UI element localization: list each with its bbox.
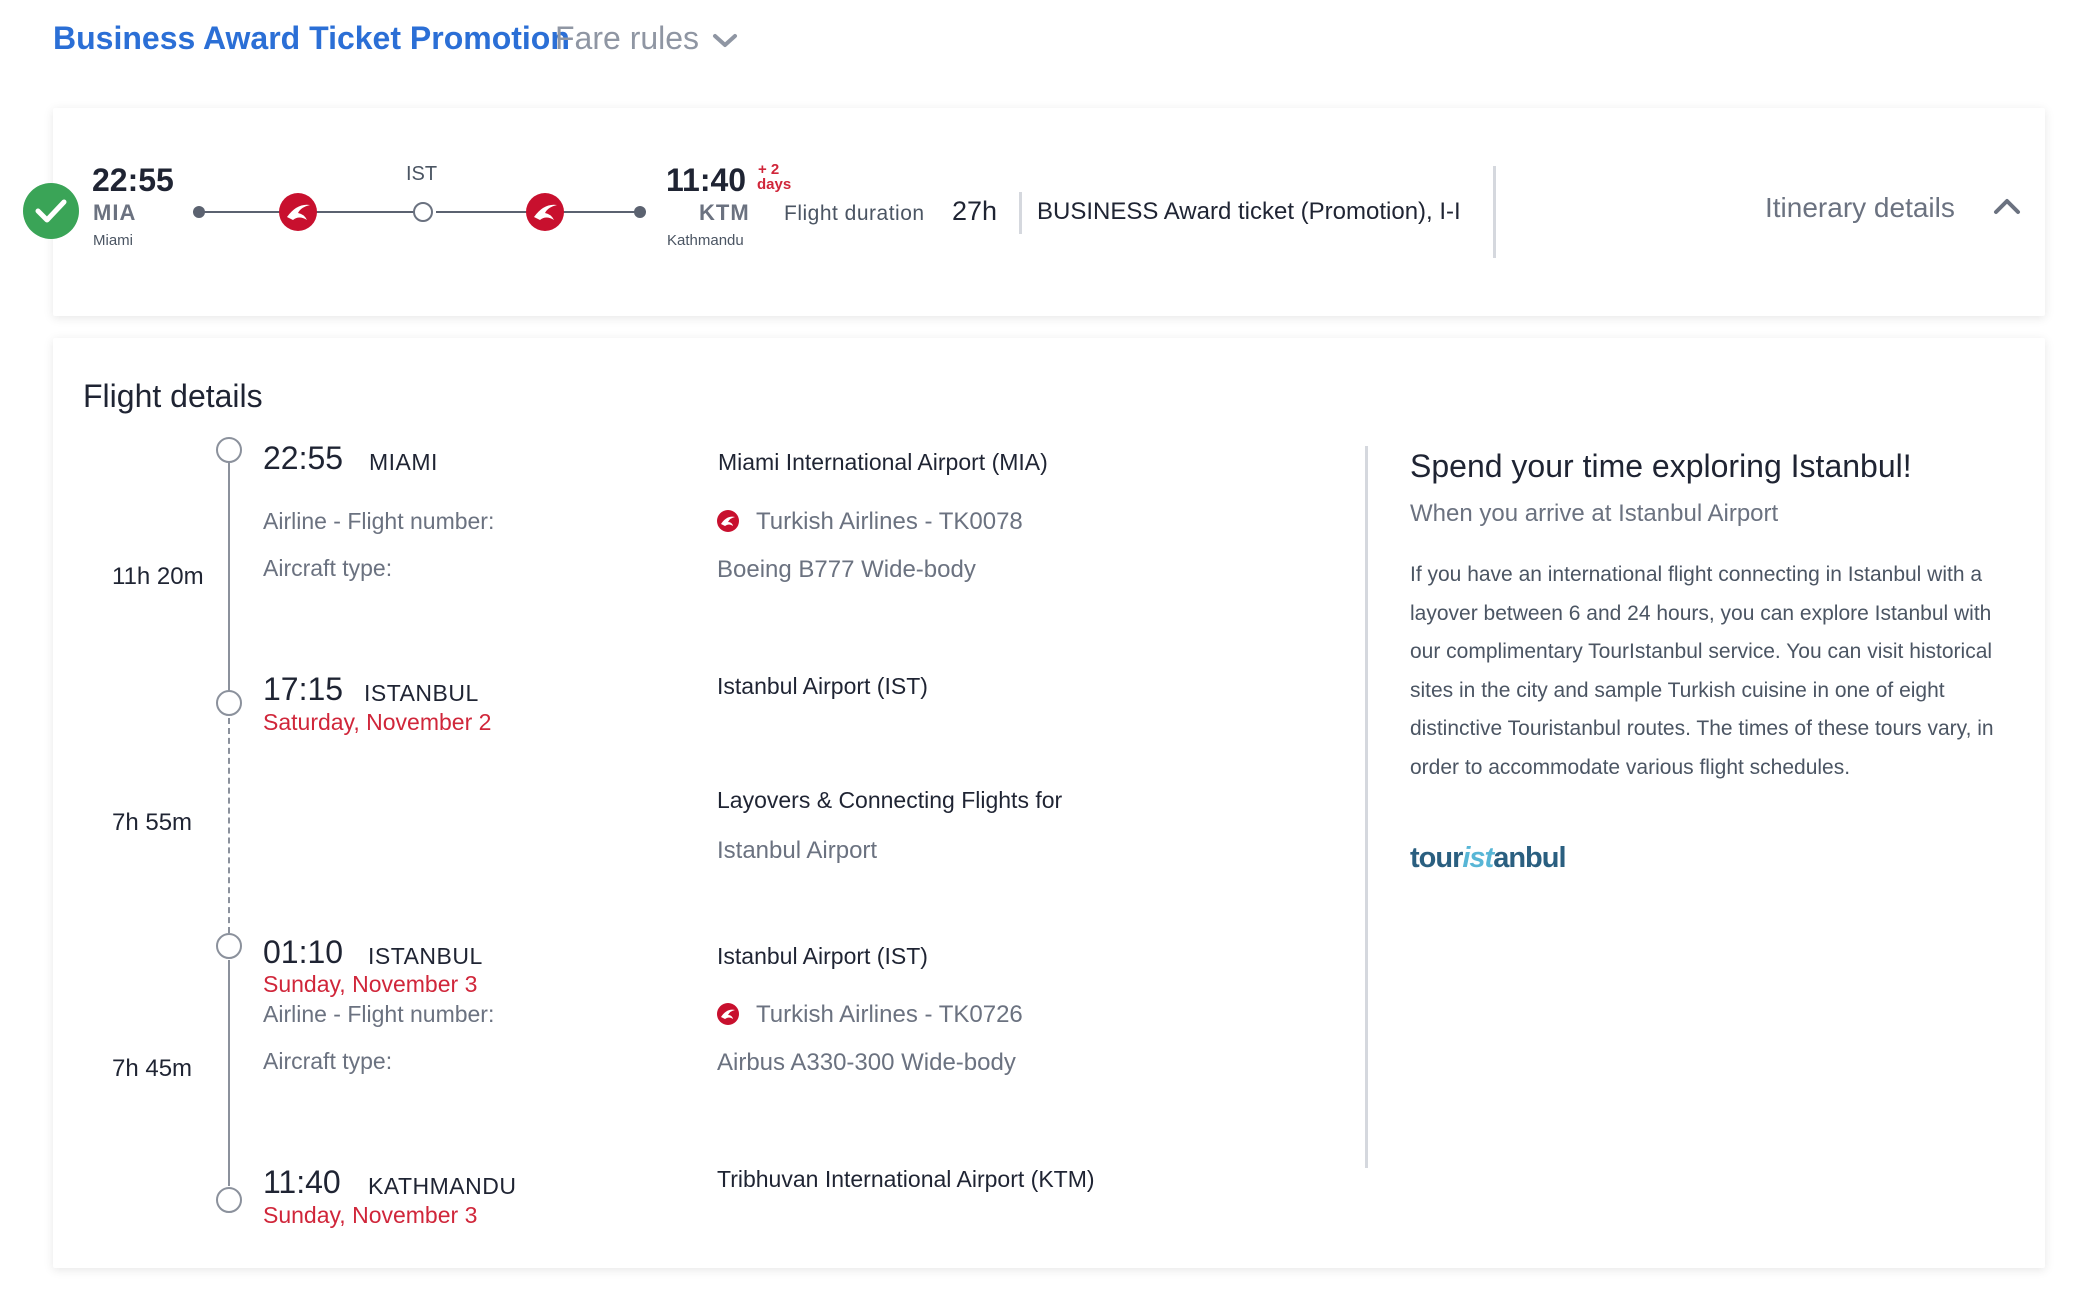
layover-duration: 7h 55m bbox=[112, 809, 193, 836]
flight-duration-value: 27h bbox=[952, 196, 998, 226]
segment-airport: Istanbul Airport (IST) bbox=[717, 943, 928, 969]
flight-number: Turkish Airlines - TK0078 bbox=[756, 508, 1023, 535]
timeline-line bbox=[228, 960, 230, 1186]
airline-flight-label: Airline - Flight number: bbox=[263, 1001, 495, 1027]
itinerary-details-toggle[interactable]: Itinerary details bbox=[1765, 192, 1955, 223]
segment-city: ISTANBUL bbox=[368, 943, 483, 969]
segment-city: MIAMI bbox=[369, 449, 438, 475]
segment-time: 22:55 bbox=[263, 440, 344, 476]
timeline-stop-circle bbox=[216, 1187, 242, 1213]
fare-rules-toggle[interactable]: Fare rules bbox=[555, 20, 700, 56]
segment-time: 17:15 bbox=[263, 671, 344, 707]
segment-airport: Miami International Airport (MIA) bbox=[718, 449, 1048, 475]
logo-part: ist bbox=[1462, 842, 1494, 874]
stop-circle bbox=[413, 202, 433, 222]
segment-duration: 11h 20m bbox=[112, 563, 204, 590]
aircraft-type: Boeing B777 Wide-body bbox=[717, 556, 976, 583]
check-icon bbox=[23, 183, 79, 239]
divider bbox=[1493, 166, 1496, 258]
timeline-stop-circle bbox=[216, 437, 242, 463]
segment-city: KATHMANDU bbox=[368, 1173, 517, 1199]
promo-subheading: When you arrive at Istanbul Airport bbox=[1410, 500, 1779, 527]
segment-duration: 7h 45m bbox=[112, 1055, 193, 1082]
departure-city: Miami bbox=[93, 232, 133, 249]
departure-code: MIA bbox=[93, 200, 137, 225]
aircraft-type-label: Aircraft type: bbox=[263, 555, 393, 581]
segment-date: Sunday, November 3 bbox=[263, 971, 478, 997]
flight-number: Turkish Airlines - TK0726 bbox=[756, 1001, 1023, 1028]
turkish-airlines-logo-icon bbox=[717, 510, 739, 532]
segment-date: Sunday, November 3 bbox=[263, 1202, 478, 1228]
plus-days-badge: + 2 bbox=[758, 161, 780, 178]
layover-airport-link[interactable]: Istanbul Airport bbox=[717, 837, 878, 864]
arrival-code: KTM bbox=[699, 200, 750, 225]
segment-date: Saturday, November 2 bbox=[263, 709, 492, 735]
fare-class: BUSINESS Award ticket (Promotion), I-I bbox=[1037, 198, 1461, 225]
promo-title: Business Award Ticket Promotion bbox=[53, 20, 570, 56]
timeline-stop-circle bbox=[216, 933, 242, 959]
promo-heading: Spend your time exploring Istanbul! bbox=[1410, 448, 1912, 484]
arrival-time: 11:40 bbox=[666, 162, 747, 198]
segment-airport: Tribhuvan International Airport (KTM) bbox=[717, 1166, 1095, 1192]
aircraft-type-label: Aircraft type: bbox=[263, 1048, 393, 1074]
timeline-layover-line bbox=[228, 718, 230, 943]
layover-title: Layovers & Connecting Flights for bbox=[717, 787, 1063, 813]
touristanbul-logo bbox=[1410, 842, 1566, 875]
chevron-down-icon[interactable] bbox=[712, 32, 738, 50]
turkish-airlines-logo-icon bbox=[526, 193, 564, 231]
plus-days-label: days bbox=[757, 176, 792, 193]
segment-city: ISTANBUL bbox=[364, 680, 479, 706]
logo-part: tour bbox=[1410, 842, 1463, 874]
timeline-stop-circle bbox=[216, 690, 242, 716]
stop-code: IST bbox=[406, 163, 438, 185]
aircraft-type: Airbus A330-300 Wide-body bbox=[717, 1049, 1016, 1076]
divider bbox=[1019, 192, 1022, 234]
segment-time: 11:40 bbox=[263, 1164, 341, 1200]
chevron-up-icon[interactable] bbox=[1993, 196, 2021, 216]
departure-time: 22:55 bbox=[92, 162, 174, 198]
flight-duration-label: Flight duration bbox=[784, 202, 925, 225]
segment-airport: Istanbul Airport (IST) bbox=[717, 673, 928, 699]
turkish-airlines-logo-icon bbox=[717, 1003, 739, 1025]
flight-details-title: Flight details bbox=[83, 378, 263, 414]
timeline-line bbox=[228, 462, 230, 701]
logo-part: anbul bbox=[1493, 842, 1566, 874]
airline-flight-label: Airline - Flight number: bbox=[263, 508, 495, 534]
panel-divider bbox=[1365, 446, 1368, 1168]
arrival-city: Kathmandu bbox=[667, 232, 744, 249]
turkish-airlines-logo-icon bbox=[279, 193, 317, 231]
promo-body: If you have an international flight connecting in Istanbul with a layover between 6 and 24 hours, you can explore Istanbul with our complimentary TourIstanbul service. You can visit historical sites in the city and sample Turkish cuisine in one of eight distinctive Touristanbul routes. The times of these tours vary, in order to accommodate various flight schedules. bbox=[1410, 563, 1994, 779]
segment-time: 01:10 bbox=[263, 934, 344, 970]
route-end-dot bbox=[634, 206, 646, 218]
